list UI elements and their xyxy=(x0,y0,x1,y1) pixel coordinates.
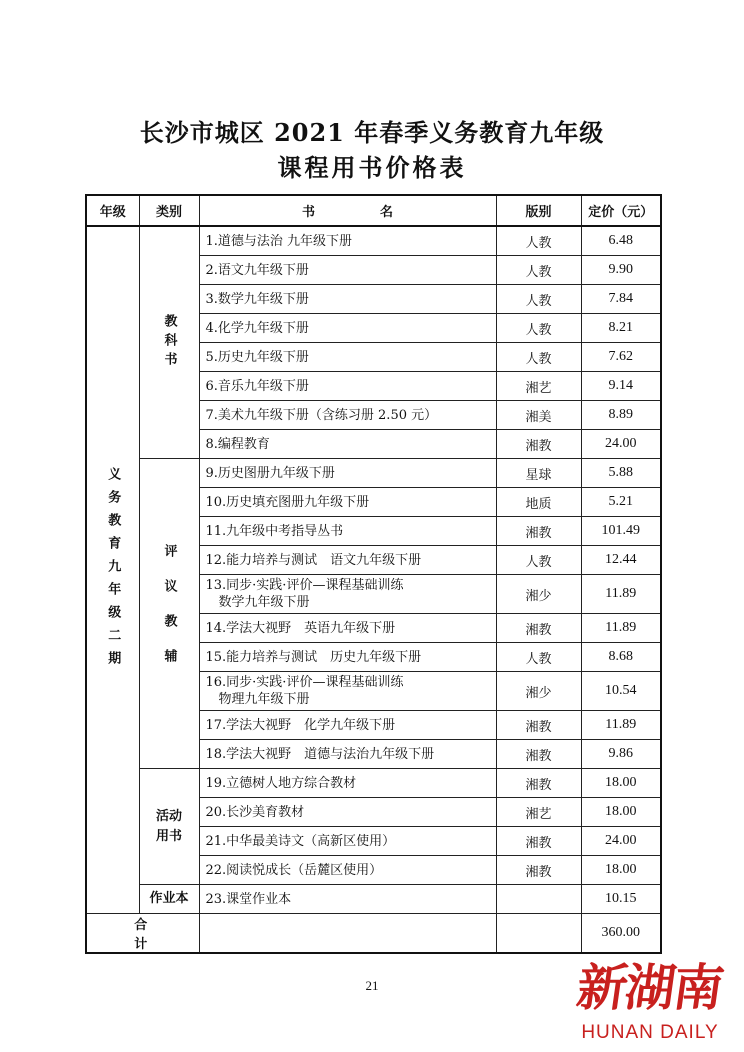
header-price: 定价（元） xyxy=(581,195,661,226)
header-category: 类别 xyxy=(139,195,199,226)
book-name: 10.历史填充图册九年级下册 xyxy=(199,488,496,517)
book-name xyxy=(199,575,496,614)
hunan-daily-logo xyxy=(562,948,738,1048)
book-price: 101.49 xyxy=(581,517,661,546)
book-edition: 湘教 xyxy=(496,711,581,740)
book-price: 11.89 xyxy=(581,614,661,643)
book-edition: 湘教 xyxy=(496,827,581,856)
table-row xyxy=(86,769,661,798)
category-review-label: 评议教辅 xyxy=(161,543,177,684)
header-book-name: 书 名 xyxy=(199,195,496,226)
book-name: 19.立德树人地方综合教材 xyxy=(199,769,496,798)
book-edition: 湘教 xyxy=(496,769,581,798)
document-title-line2: 课程用书价格表 xyxy=(277,153,467,182)
header-edition: 版别 xyxy=(496,195,581,226)
book-edition: 地质 xyxy=(496,488,581,517)
book-edition: 星球 xyxy=(496,459,581,488)
book-name: 15.能力培养与测试 历史九年级下册 xyxy=(199,643,496,672)
book-name: 1.道德与法治 九年级下册 xyxy=(199,226,496,256)
book-name-line1: 13.同步·实践·评价—课程基础训练 xyxy=(205,578,404,593)
book-price: 18.00 xyxy=(581,769,661,798)
book-name: 2.语文九年级下册 xyxy=(199,256,496,285)
price-table xyxy=(85,194,662,954)
book-name: 7.美术九年级下册（含练习册 2.50 元） xyxy=(199,401,496,430)
book-price: 10.54 xyxy=(581,672,661,711)
book-name: 5.历史九年级下册 xyxy=(199,343,496,372)
book-name: 14.学法大视野 英语九年级下册 xyxy=(199,614,496,643)
book-name: 8.编程教育 xyxy=(199,430,496,459)
book-name-line2: 物理九年级下册 xyxy=(205,692,310,707)
book-name: 21.中华最美诗文（高新区使用） xyxy=(199,827,496,856)
book-price: 18.00 xyxy=(581,798,661,827)
book-price: 8.21 xyxy=(581,314,661,343)
book-price: 9.14 xyxy=(581,372,661,401)
book-price: 9.90 xyxy=(581,256,661,285)
book-name: 11.九年级中考指导丛书 xyxy=(199,517,496,546)
table-row xyxy=(86,459,661,488)
book-name: 3.数学九年级下册 xyxy=(199,285,496,314)
book-price: 8.68 xyxy=(581,643,661,672)
book-name: 17.学法大视野 化学九年级下册 xyxy=(199,711,496,740)
book-price: 8.89 xyxy=(581,401,661,430)
book-name: 18.学法大视野 道德与法治九年级下册 xyxy=(199,740,496,769)
book-name xyxy=(199,672,496,711)
total-price: 360.00 xyxy=(581,914,661,954)
book-edition: 湘教 xyxy=(496,614,581,643)
category-homework-cell: 作业本 xyxy=(139,885,199,914)
book-edition: 人教 xyxy=(496,226,581,256)
category-activity-line2: 用书 xyxy=(155,828,182,844)
book-price: 24.00 xyxy=(581,827,661,856)
book-name: 12.能力培养与测试 语文九年级下册 xyxy=(199,546,496,575)
book-edition: 湘美 xyxy=(496,401,581,430)
book-edition: 湘艺 xyxy=(496,372,581,401)
grade-cell xyxy=(86,226,139,914)
book-name-line1: 16.同步·实践·评价—课程基础训练 xyxy=(205,675,404,690)
category-review-cell xyxy=(139,459,199,769)
book-name: 20.长沙美育教材 xyxy=(199,798,496,827)
book-edition: 湘艺 xyxy=(496,798,581,827)
book-edition: 湘教 xyxy=(496,517,581,546)
book-edition: 人教 xyxy=(496,546,581,575)
header-grade: 年级 xyxy=(86,195,139,226)
page-number: 21 xyxy=(365,978,379,993)
book-edition xyxy=(496,885,581,914)
book-edition: 湘教 xyxy=(496,740,581,769)
book-name: 23.课堂作业本 xyxy=(199,885,496,914)
book-edition: 人教 xyxy=(496,314,581,343)
logo-main-text: 新湖南 xyxy=(573,959,726,1017)
book-price: 7.84 xyxy=(581,285,661,314)
category-textbook-cell xyxy=(139,226,199,459)
book-price: 6.48 xyxy=(581,226,661,256)
table-header-row xyxy=(86,195,661,226)
book-edition: 湘少 xyxy=(496,575,581,614)
book-price: 5.21 xyxy=(581,488,661,517)
book-edition: 湘教 xyxy=(496,430,581,459)
book-edition: 人教 xyxy=(496,643,581,672)
total-empty-name xyxy=(199,914,496,954)
book-price: 18.00 xyxy=(581,856,661,885)
book-name: 6.音乐九年级下册 xyxy=(199,372,496,401)
book-edition: 人教 xyxy=(496,343,581,372)
book-edition: 人教 xyxy=(496,285,581,314)
book-price: 11.89 xyxy=(581,575,661,614)
book-price: 11.89 xyxy=(581,711,661,740)
book-price: 9.86 xyxy=(581,740,661,769)
book-edition: 人教 xyxy=(496,256,581,285)
category-activity-line1: 活动 xyxy=(155,808,182,824)
book-edition: 湘少 xyxy=(496,672,581,711)
book-price: 5.88 xyxy=(581,459,661,488)
table-row xyxy=(86,885,661,914)
book-price: 7.62 xyxy=(581,343,661,372)
document-title-line1: 长沙市城区 2021 年春季义务教育九年级 xyxy=(139,118,605,147)
book-name: 9.历史图册九年级下册 xyxy=(199,459,496,488)
book-edition: 湘教 xyxy=(496,856,581,885)
book-name-line2: 数学九年级下册 xyxy=(205,595,310,610)
category-textbook-label: 教科书 xyxy=(161,314,177,371)
book-price: 12.44 xyxy=(581,546,661,575)
grade-label: 义务教育九年级二期 xyxy=(105,466,121,674)
book-price: 10.15 xyxy=(581,885,661,914)
total-label: 合 计 xyxy=(86,914,199,954)
logo-sub-text: HUNAN DAILY xyxy=(581,1022,719,1043)
book-name: 22.阅读悦成长（岳麓区使用） xyxy=(199,856,496,885)
book-name: 4.化学九年级下册 xyxy=(199,314,496,343)
book-price: 24.00 xyxy=(581,430,661,459)
table-row xyxy=(86,226,661,256)
category-activity-cell xyxy=(139,769,199,885)
